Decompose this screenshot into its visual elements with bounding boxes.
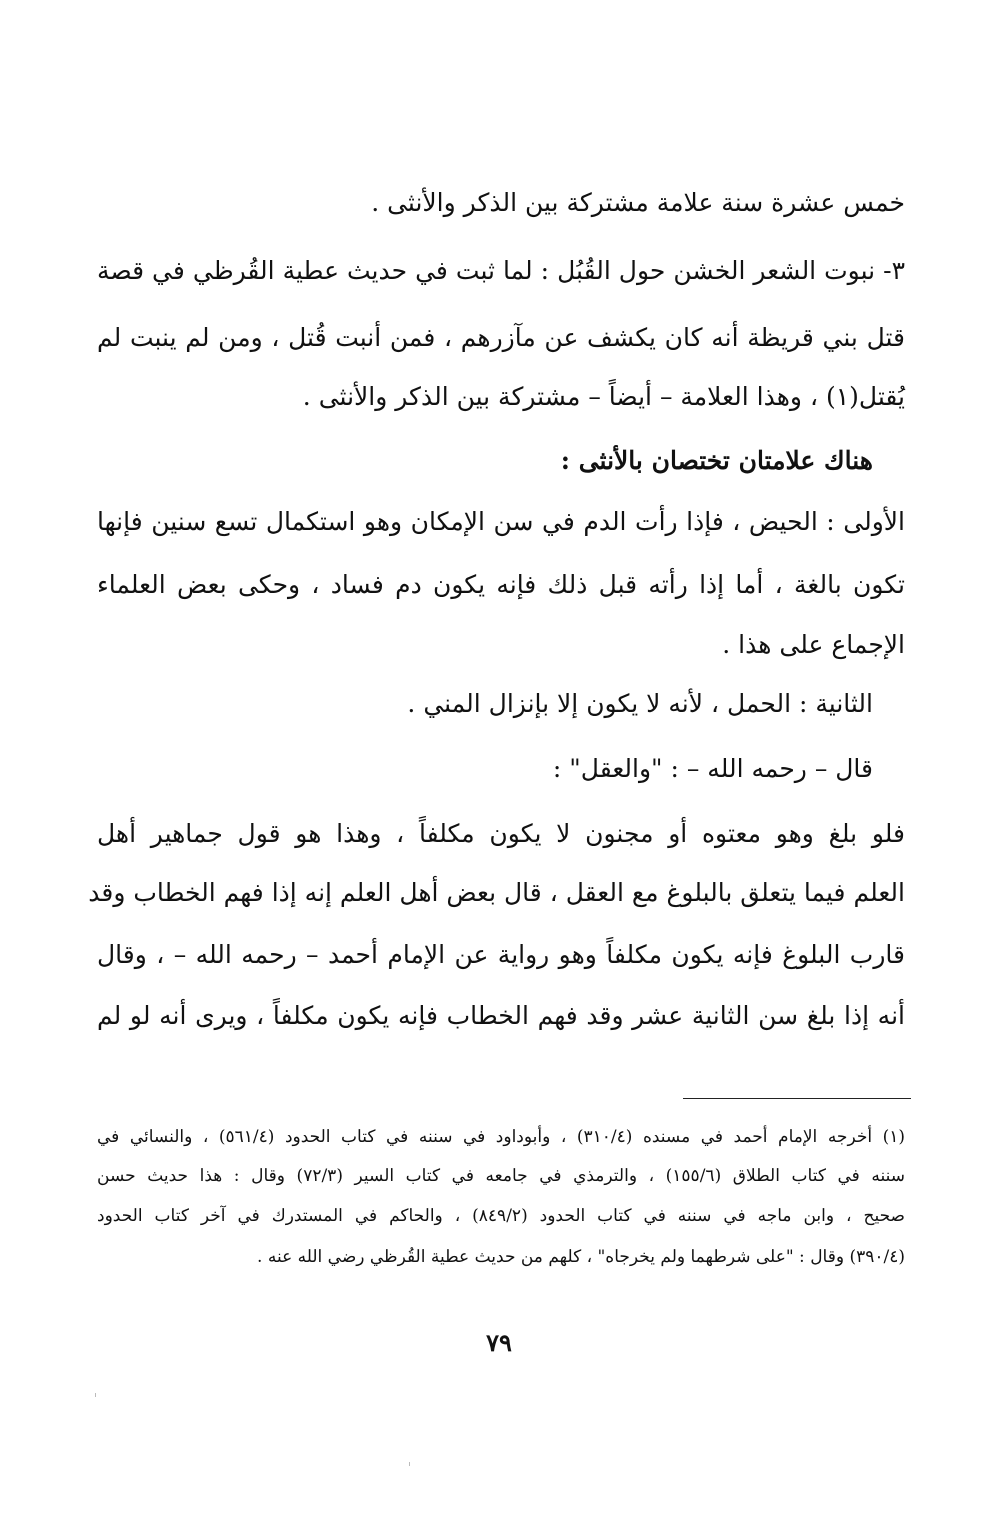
text-line-4: يُقتل(١) ، وهذا العلامة – أيضاً – مشتركة بين الذكر والأنثى . [302, 382, 905, 411]
text-line-12: العلم فيما يتعلق بالبلوغ مع العقل ، قال بعض أهل العلم إنه إذا فهم الخطاب وقد [88, 878, 905, 907]
quote-line: قال – رحمه الله – : "والعقل" : [552, 754, 873, 783]
footnote-line-1: (١) أخرجه الإمام أحمد في مسنده (٣١٠/٤) ، وأبوداود في سننه في كتاب الحدود (٥٦١/٤) ، والنسائي في [97, 1127, 905, 1147]
page-number: ٧٩ [486, 1328, 512, 1357]
text-line-7: تكون بالغة ، أما إذا رأته قبل ذلك فإنه يكون دم فساد ، وحكى بعض العلماء [97, 570, 905, 599]
footnote-separator [683, 1098, 911, 1099]
text-line-second-sign: الثانية : الحمل ، لأنه لا يكون إلا بإنزال المني . [407, 689, 873, 718]
footnote-line-4: (٣٩٠/٤) وقال : "على شرطهما ولم يخرجاه" ، كلهم من حديث عطية القُرظي رضي الله عنه . [257, 1247, 905, 1267]
text-line-2: ٣- نبوت الشعر الخشن حول القُبُل : لما ثبت في حديث عطية القُرظي في قصة [97, 256, 905, 285]
text-line-8: الإجماع على هذا . [722, 630, 905, 659]
scan-speck [409, 1462, 410, 1466]
text-line-14: أنه إذا بلغ سن الثانية عشر وقد فهم الخطاب فإنه يكون مكلفاً ، ويرى أنه لو لم [97, 1001, 905, 1030]
text-line-3: قتل بني قريظة أنه كان يكشف عن مآزرهم ، فمن أنبت قُتل ، ومن لم ينبت لم [97, 323, 905, 352]
footnote-line-3: صحيح ، وابن ماجه في سننه في كتاب الحدود (٨٤٩/٢) ، والحاكم في المستدرك في آخر كتاب الحدود [97, 1206, 905, 1226]
text-line-1: خمس عشرة سنة علامة مشتركة بين الذكر والأنثى . [371, 188, 905, 217]
text-line-13: قارب البلوغ فإنه يكون مكلفاً وهو رواية عن الإمام أحمد – رحمه الله – ، وقال [97, 940, 905, 969]
section-heading: هناك علامتان تختصان بالأنثى : [560, 446, 873, 475]
footnote-line-2: سننه في كتاب الطلاق (١٥٥/٦) ، والترمذي في جامعه في كتاب السير (٧٢/٣) وقال : هذا حديث حسن [97, 1166, 905, 1186]
text-line-first-sign: الأولى : الحيض ، فإذا رأت الدم في سن الإمكان وهو استكمال تسع سنين فإنها [97, 507, 905, 536]
text-line-11: فلو بلغ وهو معتوه أو مجنون لا يكون مكلفاً ، وهذا هو قول جماهير أهل [97, 819, 905, 848]
scan-speck [95, 1393, 96, 1397]
